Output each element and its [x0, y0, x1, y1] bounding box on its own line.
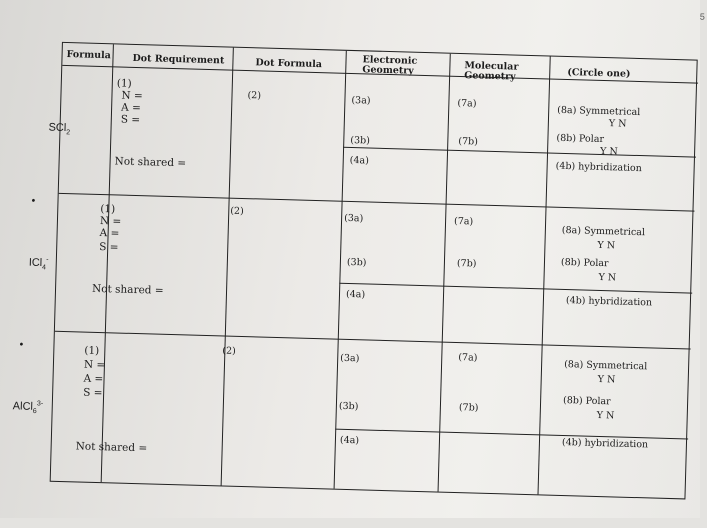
- row3-hybridization: (4b) hybridization: [561, 436, 649, 451]
- row2-formula: ICl$_4$-: [28, 256, 49, 272]
- row1-electronic-3b: (3b): [350, 134, 371, 147]
- col-divider-formula: [101, 44, 114, 482]
- row1-dot-req-n: N =: [121, 89, 143, 103]
- col-divider-molecular: [538, 56, 551, 494]
- row3-dot-req-1: (1): [84, 344, 100, 358]
- row3-dot-req-a: A =: [83, 372, 104, 386]
- row3-dot-req-s: S =: [82, 386, 103, 400]
- row3-formula: AlCl$_6^{3-}$: [12, 400, 44, 416]
- row3-dot-formula-label: (2): [222, 345, 236, 357]
- page-corner-mark: 5: [699, 11, 706, 22]
- row2-hyb-divider: [339, 283, 692, 294]
- row1-electronic-3a: (3a): [351, 94, 371, 107]
- row1-dot-req-1: (1): [116, 77, 132, 90]
- row1-polar-yn: Y N: [599, 145, 618, 158]
- row2-not-shared: Not shared =: [91, 282, 164, 297]
- row2-dot-req-s: S =: [99, 240, 119, 254]
- row3-symmetrical: (8a) Symmetrical: [563, 359, 648, 373]
- row1-electronic-4a: (4a): [349, 154, 370, 167]
- row1-dot-req-a: A =: [120, 101, 142, 115]
- row3-electronic-4a: (4a): [339, 434, 360, 447]
- row1-molecular-7a: (7a): [457, 97, 477, 110]
- row-divider-2: [55, 331, 691, 350]
- row3-molecular-7b: (7b): [458, 402, 479, 414]
- row2-molecular-7b: (7b): [456, 257, 477, 270]
- row1-formula: SCl$_2$: [48, 121, 71, 137]
- row2-dot-req-1: (1): [100, 203, 116, 216]
- row2-hybridization: (4b) hybridization: [565, 295, 653, 309]
- row3-hyb-divider: [335, 429, 688, 440]
- col-divider-dot-formula: [334, 51, 347, 489]
- row2-electronic-4a: (4a): [345, 288, 366, 301]
- header-dot-formula: Dot Formula: [255, 57, 323, 71]
- row3-polar: (8b) Polar: [562, 395, 611, 408]
- header-molecular-geometry-line1: Molecular: [464, 60, 519, 73]
- header-electronic-geometry-line1: Electronic: [362, 54, 418, 67]
- header-circle-one: (Circle one): [567, 66, 631, 80]
- row1-polar: (8b) Polar: [556, 132, 605, 146]
- row1-molecular-7b: (7b): [458, 135, 479, 148]
- row3-not-shared: Not shared =: [75, 440, 148, 455]
- row2-dot-req-n: N =: [99, 215, 122, 228]
- row2-polar-yn: Y N: [598, 271, 617, 284]
- row1-hybridization: (4b) hybridization: [555, 160, 642, 175]
- header-molecular-geometry-line2: Geometry: [464, 70, 516, 83]
- row-divider-1: [59, 193, 695, 212]
- row3-polar-yn: Y N: [596, 409, 615, 422]
- row1-hyb-divider: [343, 147, 696, 158]
- header-electronic-geometry-line2: Geometry: [362, 64, 414, 77]
- row3-electronic-3a: (3a): [340, 352, 360, 365]
- col-divider-electronic: [438, 54, 451, 492]
- lewis-structure-table: [12, 42, 698, 500]
- row1-symmetrical-yn: Y N: [608, 118, 627, 130]
- row1-symmetrical: (8a) Symmetrical: [557, 104, 641, 119]
- row3-electronic-3b: (3b): [338, 400, 359, 413]
- row3-dot-req-n: N =: [83, 358, 106, 372]
- row2-electronic-3a: (3a): [343, 212, 364, 225]
- row2-electronic-3b: (3b): [346, 256, 367, 269]
- row3-molecular-7a: (7a): [458, 352, 478, 364]
- row1-dot-formula-label: (2): [247, 90, 262, 102]
- col-divider-dot-requirement: [221, 48, 234, 486]
- row2-bullet: •: [30, 196, 37, 208]
- row2-symmetrical: (8a) Symmetrical: [561, 224, 646, 239]
- row2-symmetrical-yn: Y N: [597, 239, 616, 252]
- row3-bullet: •: [18, 339, 25, 351]
- header-dot-requirement: Dot Requirement: [132, 52, 225, 67]
- row2-dot-req-a: A =: [99, 227, 120, 240]
- row2-molecular-7a: (7a): [453, 215, 474, 228]
- row1-not-shared: Not shared =: [114, 155, 187, 170]
- row2-polar: (8b) Polar: [560, 256, 609, 270]
- row2-dot-formula-label: (2): [230, 205, 244, 218]
- header-formula: Formula: [66, 49, 112, 62]
- row3-symmetrical-yn: Y N: [597, 373, 616, 386]
- row1-dot-req-s: S =: [120, 113, 141, 127]
